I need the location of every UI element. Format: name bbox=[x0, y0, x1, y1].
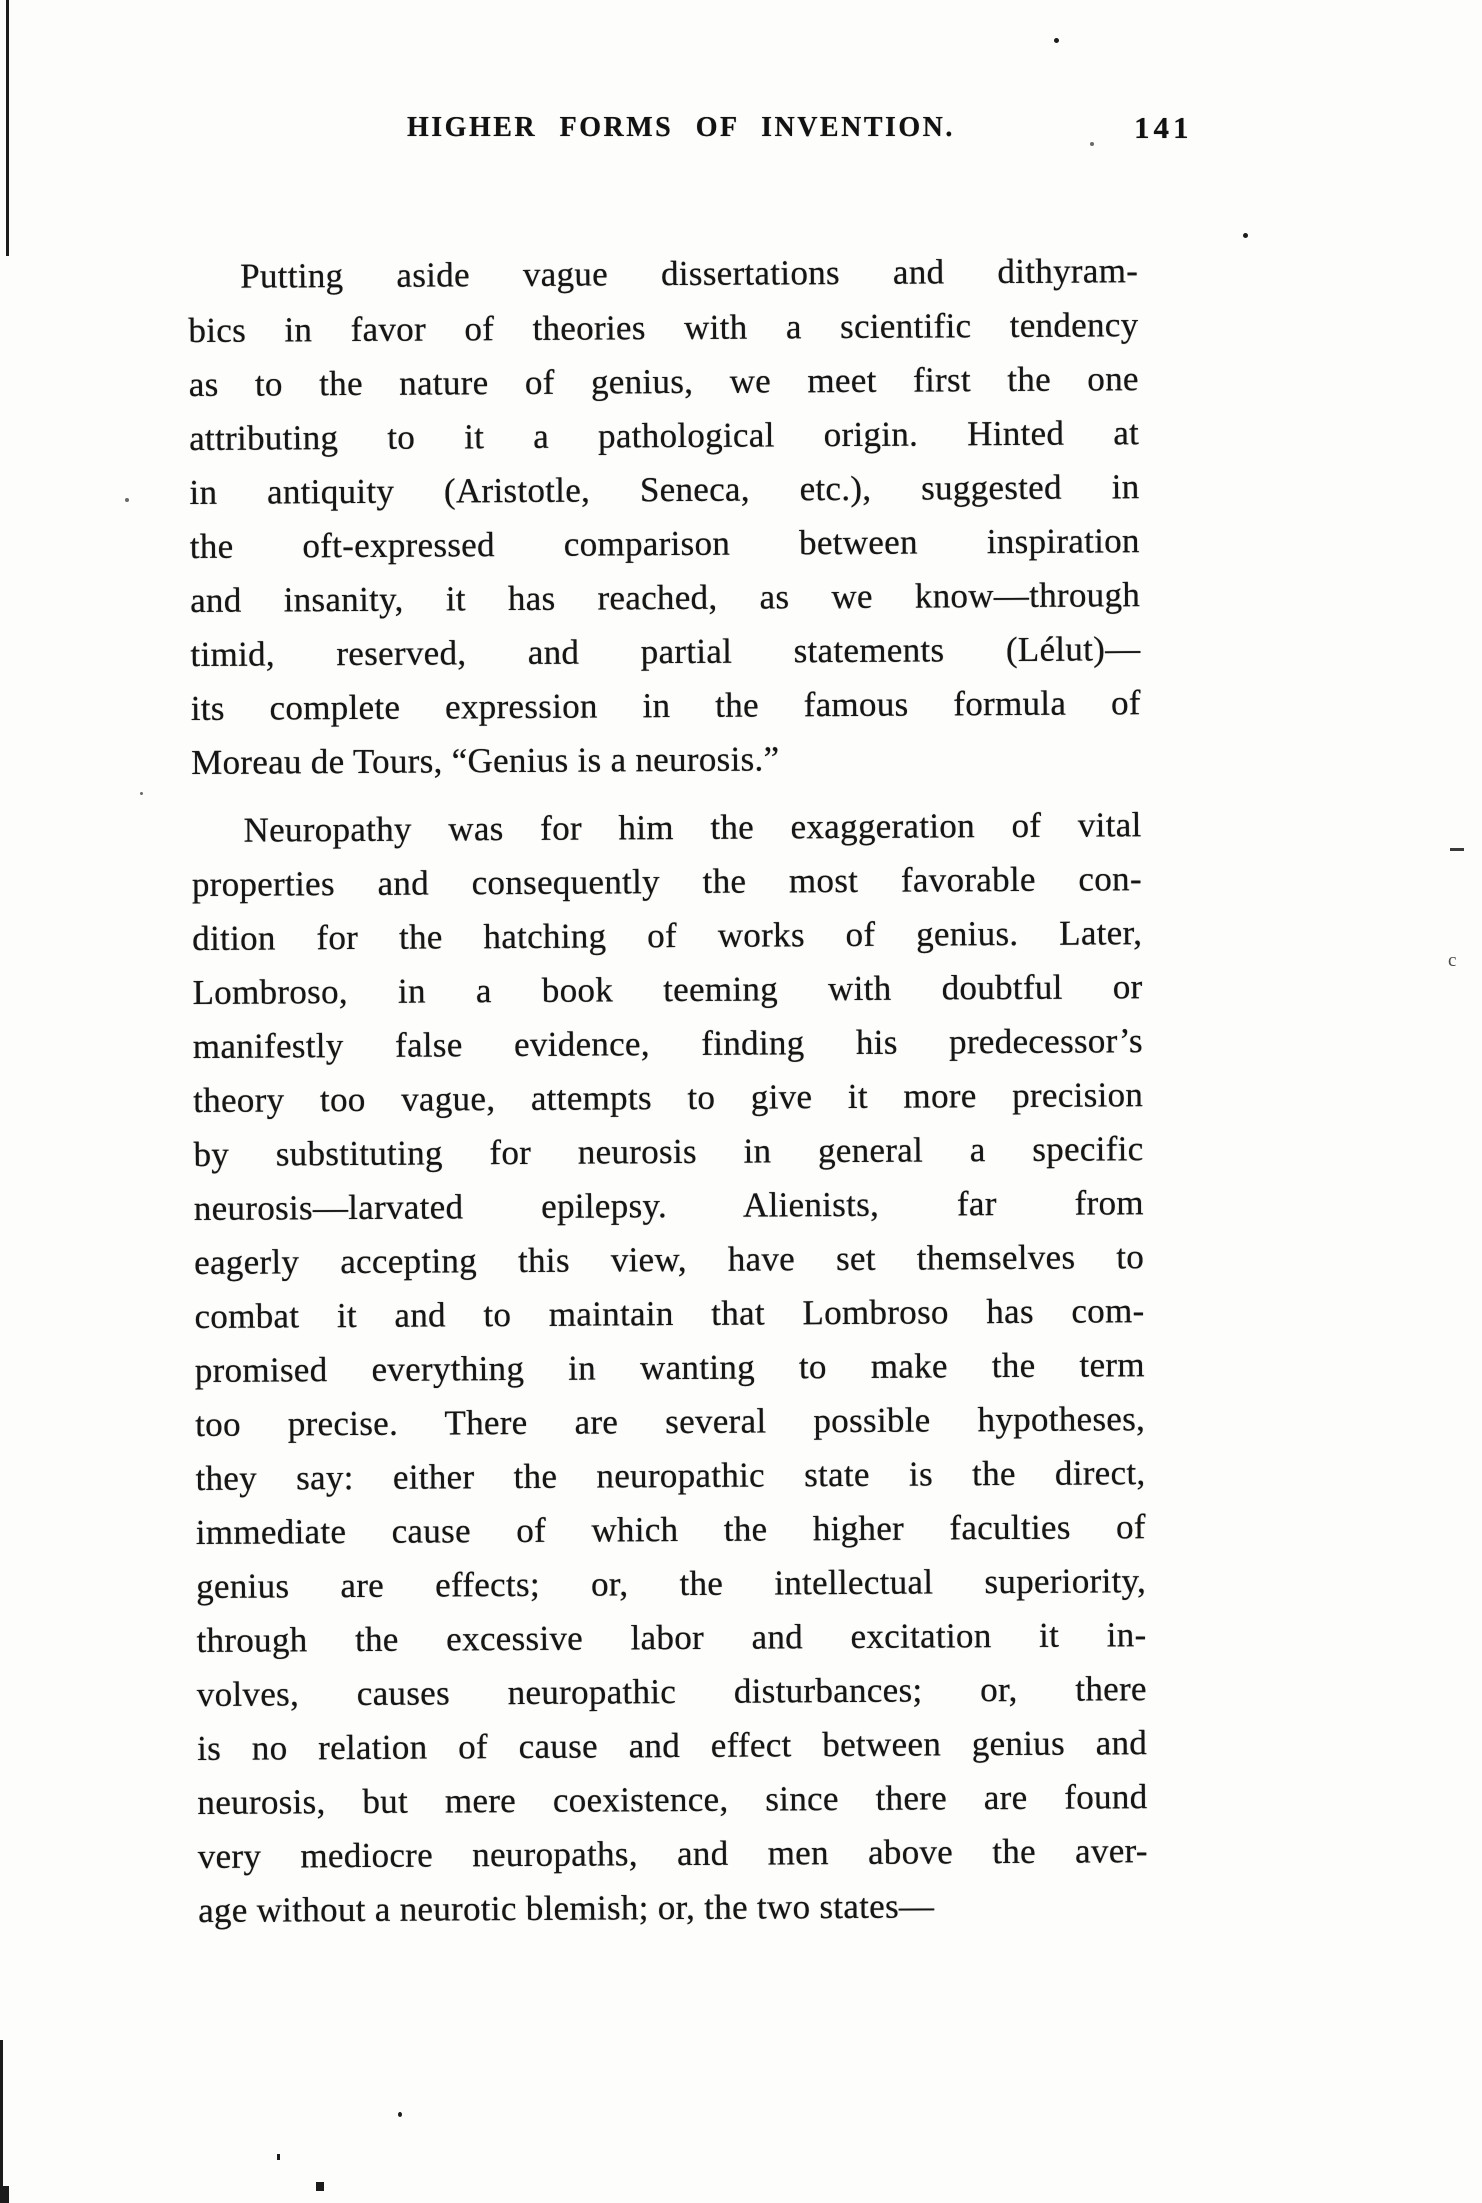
text-line: immediate cause of which the higher faculties of bbox=[195, 1507, 1146, 1552]
paragraph-2 bbox=[191, 798, 1148, 1938]
scan-edge-line-top bbox=[6, 0, 9, 256]
text-line: Neuropathy was for him the exaggeration of vital bbox=[243, 805, 1142, 850]
text-line: they say: either the neuropathic state is the direct, bbox=[195, 1453, 1146, 1498]
text-line: in antiquity (Aristotle, Seneca, etc.), suggested in bbox=[189, 467, 1140, 512]
scan-speck bbox=[1090, 142, 1094, 146]
text-line: genius are effects; or, the intellectual superiority, bbox=[196, 1561, 1147, 1606]
body-text bbox=[188, 244, 1148, 1938]
scan-dash-mark bbox=[1450, 848, 1464, 851]
text-line: promised everything in wanting to make the term bbox=[194, 1345, 1145, 1390]
text-line: by substituting for neurosis in general a specific bbox=[193, 1129, 1144, 1174]
scan-speck bbox=[125, 498, 129, 502]
paragraph-1 bbox=[188, 244, 1141, 790]
scan-speck bbox=[277, 2154, 280, 2160]
text-line: its complete expression in the famous formula of bbox=[190, 683, 1141, 728]
text-line: very mediocre neuropaths, and men above the aver- bbox=[197, 1831, 1148, 1876]
scan-speck bbox=[1243, 233, 1248, 238]
text-line: age without a neurotic blemish; or, the two states— bbox=[198, 1886, 935, 1930]
text-line: timid, reserved, and partial statements (Lélut)— bbox=[190, 629, 1141, 674]
text-line: volves, causes neuropathic disturbances; or, there bbox=[196, 1669, 1147, 1714]
text-line: theory too vague, attempts to give it more precision bbox=[193, 1075, 1144, 1120]
scan-c-mark: c bbox=[1448, 950, 1457, 971]
text-line: the oft-expressed comparison between inspiration bbox=[189, 521, 1140, 566]
text-line: properties and consequently the most favorable con- bbox=[191, 859, 1142, 904]
text-line: neurosis—larvated epilepsy. Alienists, far from bbox=[193, 1183, 1144, 1228]
text-line: dition for the hatching of works of genius. Later, bbox=[192, 913, 1143, 958]
text-line: Moreau de Tours, “Genius is a neurosis.” bbox=[191, 739, 780, 782]
scan-speck bbox=[140, 792, 143, 795]
scan-edge-line-bottom bbox=[0, 2040, 3, 2203]
running-header: HIGHER FORMS OF INVENTION. bbox=[407, 112, 955, 143]
text-line: combat it and to maintain that Lombroso has com- bbox=[194, 1291, 1145, 1336]
text-line: attributing to it a pathological origin. Hinted at bbox=[189, 413, 1140, 458]
text-line: too precise. There are several possible hypotheses, bbox=[195, 1399, 1146, 1444]
text-line: Putting aside vague dissertations and dithyram- bbox=[240, 251, 1139, 296]
text-line: neurosis, but mere coexistence, since there are found bbox=[197, 1777, 1148, 1822]
scan-speck bbox=[316, 2182, 324, 2191]
text-line: eagerly accepting this view, have set themselves to bbox=[194, 1237, 1145, 1282]
scan-corner-blob bbox=[0, 2186, 9, 2203]
text-line: is no relation of cause and effect between genius and bbox=[197, 1723, 1148, 1768]
text-line: and insanity, it has reached, as we know—through bbox=[190, 575, 1141, 620]
text-line: as to the nature of genius, we meet first the one bbox=[188, 359, 1139, 404]
text-line: bics in favor of theories with a scientific tendency bbox=[188, 305, 1139, 350]
text-line: manifestly false evidence, finding his predecessor’s bbox=[192, 1021, 1143, 1066]
page-number: 141 bbox=[1134, 110, 1193, 145]
text-line: through the excessive labor and excitation it in- bbox=[196, 1615, 1147, 1660]
scan-speck bbox=[398, 2112, 402, 2117]
scan-speck bbox=[1054, 38, 1059, 43]
text-line: Lombroso, in a book teeming with doubtful or bbox=[192, 967, 1143, 1012]
